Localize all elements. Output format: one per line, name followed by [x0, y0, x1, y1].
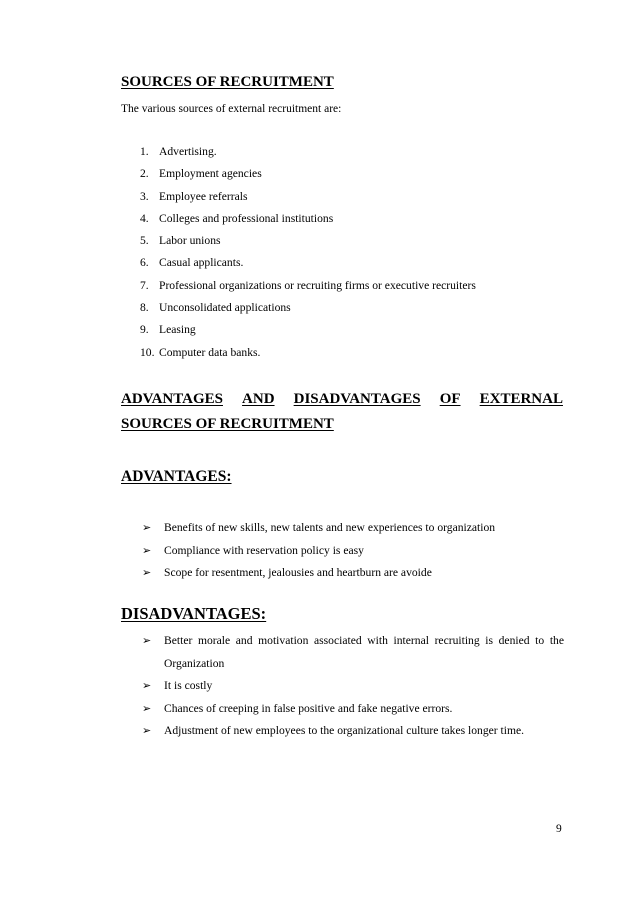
sources-list: [140, 141, 476, 364]
list-item: 3. Employee referrals: [140, 189, 248, 203]
list-item: 2. Employment agencies: [140, 167, 262, 181]
arrow-bullet-icon: ➢: [142, 521, 152, 534]
page-number: 9: [556, 823, 562, 835]
intro-text: The various sources of external recruitment are:: [121, 103, 342, 115]
arrow-bullet-icon: ➢: [142, 543, 152, 557]
arrow-bullet-icon: ➢: [142, 701, 152, 715]
section-title-sources: SOURCES OF RECRUITMENT: [121, 74, 334, 90]
arrow-bullet-icon: ➢: [142, 724, 152, 737]
section-title-line2: SOURCES OF RECRUITMENT: [121, 416, 334, 432]
list-item: 6. Casual applicants.: [140, 256, 244, 270]
list-item: ➢ Chances of creeping in false positive and fake negative errors.: [142, 698, 564, 721]
disadvantages-heading: DISADVANTAGES:: [121, 604, 267, 623]
arrow-bullet-icon: ➢: [142, 679, 152, 692]
list-item: ➢ Benefits of new skills, new talents and new experiences to organization: [142, 517, 495, 540]
arrow-bullet-icon: ➢: [142, 634, 152, 647]
list-item: ➢ Scope for resentment, jealousies and heartburn are avoide: [142, 562, 495, 585]
section-title-advantages-disadvantages: ADVANTAGES AND DISADVANTAGES OF EXTERNAL: [121, 391, 563, 407]
list-item: ➢ Better morale and motivation associated with internal recruiting is denied to the Organization: [142, 630, 564, 675]
list-item: ➢ Adjustment of new employees to the organizational culture takes longer time.: [142, 720, 564, 743]
list-item: 1. Advertising.: [140, 145, 217, 158]
arrow-bullet-icon: ➢: [142, 566, 152, 579]
list-item: 7. Professional organizations or recruiting firms or executive recruiters: [140, 278, 476, 292]
advantages-heading: ADVANTAGES:: [121, 468, 232, 485]
list-item: 4. Colleges and professional institutions: [140, 211, 334, 225]
list-item: ➢ It is costly: [142, 675, 564, 698]
disadvantages-list: [142, 630, 564, 743]
list-item: 10. Computer data banks.: [140, 345, 261, 359]
list-item: 8. Unconsolidated applications: [140, 301, 291, 315]
advantages-list: [142, 517, 495, 585]
list-item: ➢ Compliance with reservation policy is easy: [142, 540, 495, 563]
list-item: 5. Labor unions: [140, 234, 221, 248]
list-item: 9. Leasing: [140, 323, 196, 337]
